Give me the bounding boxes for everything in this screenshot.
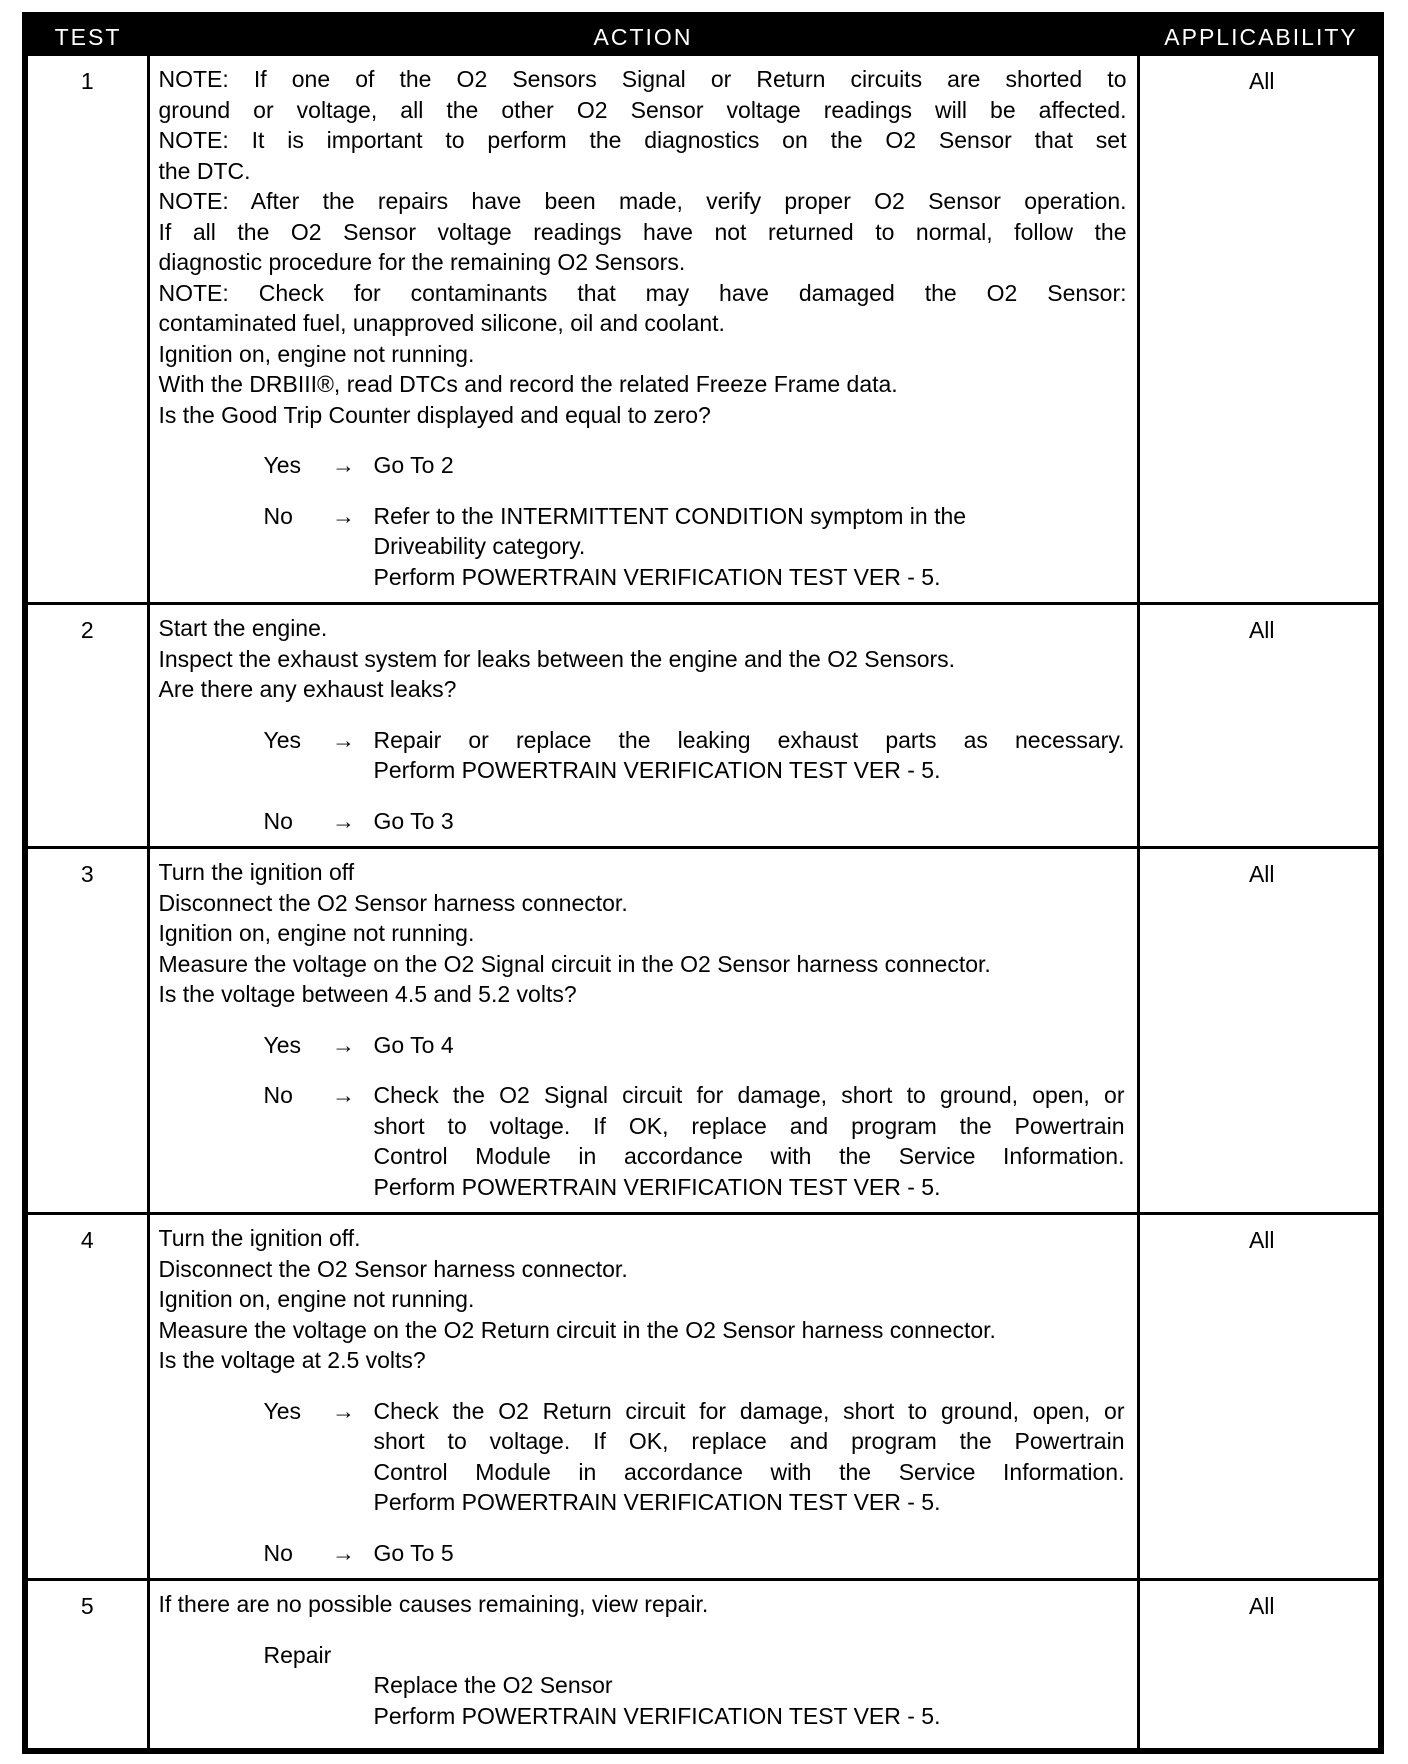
outcome-body — [374, 501, 1127, 593]
outcome-yes — [264, 1396, 1127, 1518]
outcome-no — [264, 501, 1127, 593]
header-row — [28, 18, 1384, 56]
outcome-yes — [264, 725, 1127, 786]
header-action: ACTION — [148, 18, 1138, 56]
arrow-right-icon: → — [332, 1539, 355, 1566]
outcome-yes — [264, 450, 1127, 481]
outcome-label: No — [263, 1539, 293, 1566]
action-line: Turn the ignition off. — [158, 1225, 361, 1251]
outcome-no — [264, 1080, 1127, 1202]
outcome-line: short to voltage. If OK, replace and program the Powertrain — [373, 1112, 1125, 1139]
outcome-line: Perform POWERTRAIN VERIFICATION TEST VER - 5. — [373, 1489, 941, 1515]
test-number: 4 — [28, 1214, 148, 1580]
repair-line: Perform POWERTRAIN VERIFICATION TEST VER - 5. — [373, 1702, 941, 1729]
action-cell — [148, 848, 1138, 1214]
outcome-line: Check the O2 Signal circuit for damage, short to ground, open, or — [373, 1082, 1125, 1108]
outcome-line: Perform POWERTRAIN VERIFICATION TEST VER - 5. — [373, 757, 941, 783]
action-line: Measure the voltage on the O2 Signal circuit in the O2 Sensor harness connector. — [158, 950, 991, 977]
action-line: Ignition on, engine not running. — [158, 1286, 475, 1312]
outcome-line: Go To 3 — [373, 807, 454, 834]
action-line: Is the voltage between 4.5 and 5.2 volts? — [158, 981, 577, 1007]
outcome-list — [159, 1396, 1127, 1569]
action-line: NOTE: Check for contaminants that may have damaged the O2 Sensor: — [158, 279, 1127, 306]
arrow-right-icon: → — [332, 1031, 355, 1058]
outcome-label: No — [263, 1082, 293, 1108]
outcome-line: Go To 2 — [373, 452, 454, 478]
action-line: If there are no possible causes remaining, view repair. — [158, 1591, 709, 1617]
outcome-label: Yes — [263, 1397, 302, 1424]
outcome-body — [374, 1538, 1127, 1569]
outcome-body — [374, 450, 1127, 481]
outcome-line: Perform POWERTRAIN VERIFICATION TEST VER - 5. — [373, 1173, 941, 1200]
action-line: diagnostic procedure for the remaining O2 Sensors. — [158, 249, 686, 275]
action-line: NOTE: It is important to perform the diagnostics on the O2 Sensor that set — [158, 127, 1127, 153]
diagnostic-table-frame — [22, 12, 1384, 1754]
applicability-cell: All — [1138, 848, 1384, 1214]
outcome-body — [374, 1030, 1127, 1061]
action-line: Are there any exhaust leaks? — [158, 676, 457, 702]
applicability-cell: All — [1138, 604, 1384, 848]
outcome-yes — [264, 1030, 1127, 1061]
action-cell — [148, 604, 1138, 848]
arrow-right-icon: → — [332, 452, 355, 478]
action-line: NOTE: After the repairs have been made, verify proper O2 Sensor operation. — [158, 188, 1127, 214]
outcome-line: Go To 4 — [373, 1031, 454, 1058]
outcome-line: Repair or replace the leaking exhaust parts as necessary. — [373, 726, 1125, 753]
action-line: Inspect the exhaust system for leaks between the engine and the O2 Sensors. — [158, 645, 956, 672]
action-cell — [148, 56, 1138, 604]
outcome-list — [159, 725, 1127, 837]
applicability-cell: All — [1248, 68, 1275, 94]
outcome-no — [264, 806, 1127, 837]
repair-line: Replace the O2 Sensor — [373, 1672, 613, 1698]
table-body — [28, 56, 1384, 1748]
action-line: Is the voltage at 2.5 volts? — [158, 1347, 426, 1373]
test-number: 3 — [28, 848, 148, 1214]
action-line: Is the Good Trip Counter displayed and equal to zero? — [158, 401, 711, 428]
outcome-body — [374, 1080, 1127, 1202]
outcome-line: short to voltage. If OK, replace and program the Powertrain — [373, 1428, 1125, 1454]
outcome-line: Go To 5 — [373, 1539, 454, 1566]
action-line: Measure the voltage on the O2 Return circuit in the O2 Sensor harness connector. — [158, 1316, 996, 1343]
applicability-cell: All — [1138, 1580, 1384, 1749]
outcome-no — [264, 1538, 1127, 1569]
test-number: 5 — [28, 1580, 148, 1749]
outcome-body — [374, 1396, 1127, 1518]
outcome-label: No — [263, 502, 293, 529]
action-line: contaminated fuel, unapproved silicone, oil and coolant. — [158, 310, 725, 336]
action-line: Ignition on, engine not running. — [158, 920, 475, 946]
outcome-label: No — [263, 807, 293, 834]
action-line: the DTC. — [158, 157, 251, 184]
outcome-line: Check the O2 Return circuit for damage, short to ground, open, or — [373, 1397, 1125, 1424]
action-cell — [148, 1214, 1138, 1580]
action-line: If all the O2 Sensor voltage readings have not returned to normal, follow the — [158, 218, 1127, 245]
applicability-cell: All — [1138, 1214, 1384, 1580]
action-line: Disconnect the O2 Sensor harness connector. — [158, 889, 628, 916]
arrow-right-icon: → — [332, 502, 355, 529]
action-line: Ignition on, engine not running. — [158, 340, 475, 367]
arrow-right-icon: → — [332, 1397, 355, 1424]
action-line: Start the engine. — [158, 615, 328, 641]
outcome-line: Control Module in accordance with the Service Information. — [373, 1458, 1125, 1485]
diagnostic-table — [28, 18, 1384, 1748]
table-row — [28, 848, 1384, 1214]
header-applicability: APPLICABILITY — [1138, 18, 1384, 56]
action-cell — [148, 1580, 1138, 1749]
outcome-line: Perform POWERTRAIN VERIFICATION TEST VER - 5. — [373, 563, 941, 590]
action-line: Disconnect the O2 Sensor harness connector. — [158, 1255, 628, 1282]
outcome-list — [159, 1030, 1127, 1203]
table-row — [28, 1580, 1384, 1749]
outcome-body — [374, 725, 1127, 786]
test-number: 2 — [28, 604, 148, 848]
table-row — [28, 1214, 1384, 1580]
action-line: Turn the ignition off — [158, 859, 355, 885]
outcome-line: Driveability category. — [373, 533, 586, 559]
outcome-body — [374, 806, 1127, 837]
outcome-label: Yes — [263, 726, 302, 753]
table-row — [28, 604, 1384, 848]
outcome-label: Yes — [263, 452, 302, 478]
arrow-right-icon: → — [332, 1082, 355, 1108]
action-line: ground or voltage, all the other O2 Sensor voltage readings will be affected. — [158, 96, 1127, 123]
outcome-line: Control Module in accordance with the Service Information. — [373, 1143, 1125, 1169]
repair-label: Repair — [263, 1641, 332, 1668]
action-line: With the DRBIII®, read DTCs and record the related Freeze Frame data. — [158, 371, 898, 397]
test-number: 1 — [28, 56, 148, 604]
action-line: NOTE: If one of the O2 Sensors Signal or Return circuits are shorted to — [158, 66, 1127, 92]
table-row — [28, 56, 1384, 604]
outcome-list — [159, 450, 1127, 592]
outcome-line: Refer to the INTERMITTENT CONDITION symptom in the — [373, 502, 967, 529]
outcome-label: Yes — [263, 1031, 302, 1058]
arrow-right-icon: → — [332, 807, 355, 834]
header-test: TEST — [28, 18, 148, 56]
arrow-right-icon: → — [332, 726, 355, 753]
